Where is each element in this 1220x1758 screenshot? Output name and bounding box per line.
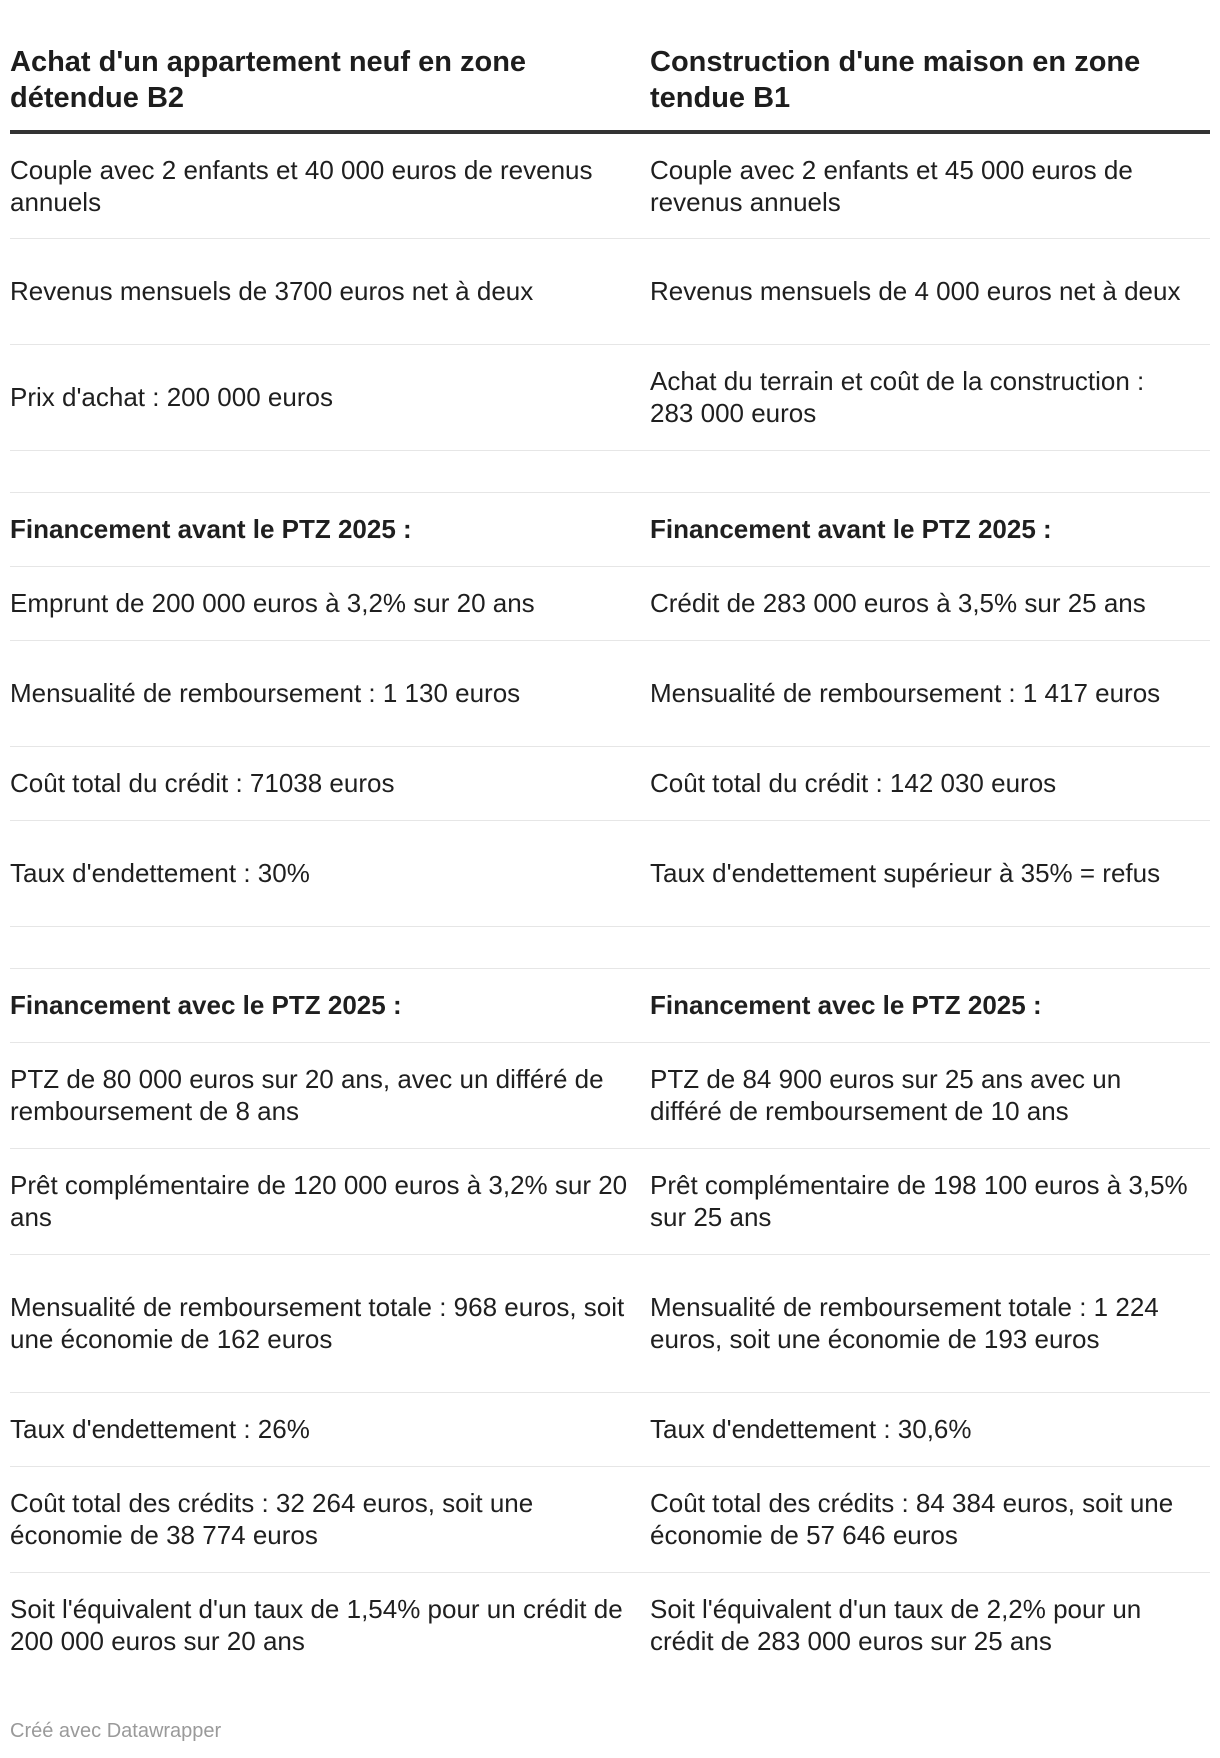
cell-house: Mensualité de remboursement totale : 1 224 euros, soit une économie de 193 euros [650,1254,1210,1392]
cell-house: Taux d'endettement : 30,6% [650,1392,1210,1466]
section-heading-row [10,492,1210,566]
table-row [10,1254,1210,1392]
cell-apartment [10,926,650,968]
cell-apartment: Soit l'équivalent d'un taux de 1,54% pour un crédit de 200 000 euros sur 20 ans [10,1594,623,1657]
table-row [10,1148,1210,1254]
cell-house: Soit l'équivalent d'un taux de 2,2% pour un crédit de 283 000 euros sur 25 ans [650,1594,1142,1657]
table-row [10,344,1210,450]
cell-house: Financement avec le PTZ 2025 : [650,968,1210,1042]
cell-house: Mensualité de remboursement : 1 417 euros [650,640,1210,746]
cell-apartment: Financement avant le PTZ 2025 : [10,492,650,566]
cell-house: Financement avant le PTZ 2025 : [650,492,1210,566]
table-row [10,1392,1210,1466]
cell-apartment: Couple avec 2 enfants et 40 000 euros de revenus annuels [10,132,650,238]
table-row [10,238,1210,344]
section-heading-row [10,968,1210,1042]
cell-house: Taux d'endettement supérieur à 35% = refus [650,820,1210,926]
cell-house: Coût total du crédit : 142 030 euros [650,746,1210,820]
cell-house [650,450,1210,492]
table-row [10,132,1210,238]
table-row [10,1466,1210,1572]
cell-apartment: PTZ de 80 000 euros sur 20 ans, avec un différé de remboursement de 8 ans [10,1042,650,1148]
cell-house: Couple avec 2 enfants et 45 000 euros de revenus annuels [650,132,1210,238]
cell-house: PTZ de 84 900 euros sur 25 ans avec un différé de remboursement de 10 ans [650,1042,1210,1148]
table-body [10,132,1210,1678]
column-header-apartment: Achat d'un appartement neuf en zone détendue B2 [10,40,650,132]
footer-credit: Créé avec Datawrapper [10,1720,222,1742]
cell-house: Prêt complémentaire de 198 100 euros à 3,5% sur 25 ans [650,1148,1210,1254]
cell-house: Crédit de 283 000 euros à 3,5% sur 25 ans [650,566,1210,640]
table-row [10,566,1210,640]
cell-apartment: Prêt complémentaire de 120 000 euros à 3,2% sur 20 ans [10,1148,650,1254]
table-header-row [10,40,1210,132]
table-row [10,1572,1210,1678]
cell-apartment [10,450,650,492]
table-row [10,1042,1210,1148]
cell-apartment: Revenus mensuels de 3700 euros net à deux [10,238,650,344]
cell-apartment: Taux d'endettement : 26% [10,1392,650,1466]
cell-apartment: Mensualité de remboursement : 1 130 euros [10,640,650,746]
comparison-table [10,40,1210,1678]
table-row [10,640,1210,746]
cell-apartment: Prix d'achat : 200 000 euros [10,344,650,450]
comparison-table-container [10,40,1210,1678]
cell-apartment: Taux d'endettement : 30% [10,820,650,926]
column-header-house: Construction d'une maison en zone tendue B1 [650,40,1210,132]
cell-apartment: Mensualité de remboursement totale : 968 euros, soit une économie de 162 euros [10,1254,650,1392]
cell-house: Achat du terrain et coût de la construction : 283 000 euros [650,344,1210,450]
table-row [10,820,1210,926]
spacer-row [10,926,1210,968]
cell-apartment: Financement avec le PTZ 2025 : [10,968,650,1042]
cell-house: Revenus mensuels de 4 000 euros net à deux [650,238,1210,344]
cell-house: Coût total des crédits : 84 384 euros, soit une économie de 57 646 euros [650,1466,1210,1572]
cell-apartment: Coût total des crédits : 32 264 euros, soit une économie de 38 774 euros [10,1466,650,1572]
spacer-row [10,450,1210,492]
cell-house [650,926,1210,968]
cell-apartment: Coût total du crédit : 71038 euros [10,746,650,820]
cell-apartment: Emprunt de 200 000 euros à 3,2% sur 20 ans [10,566,650,640]
table-row [10,746,1210,820]
